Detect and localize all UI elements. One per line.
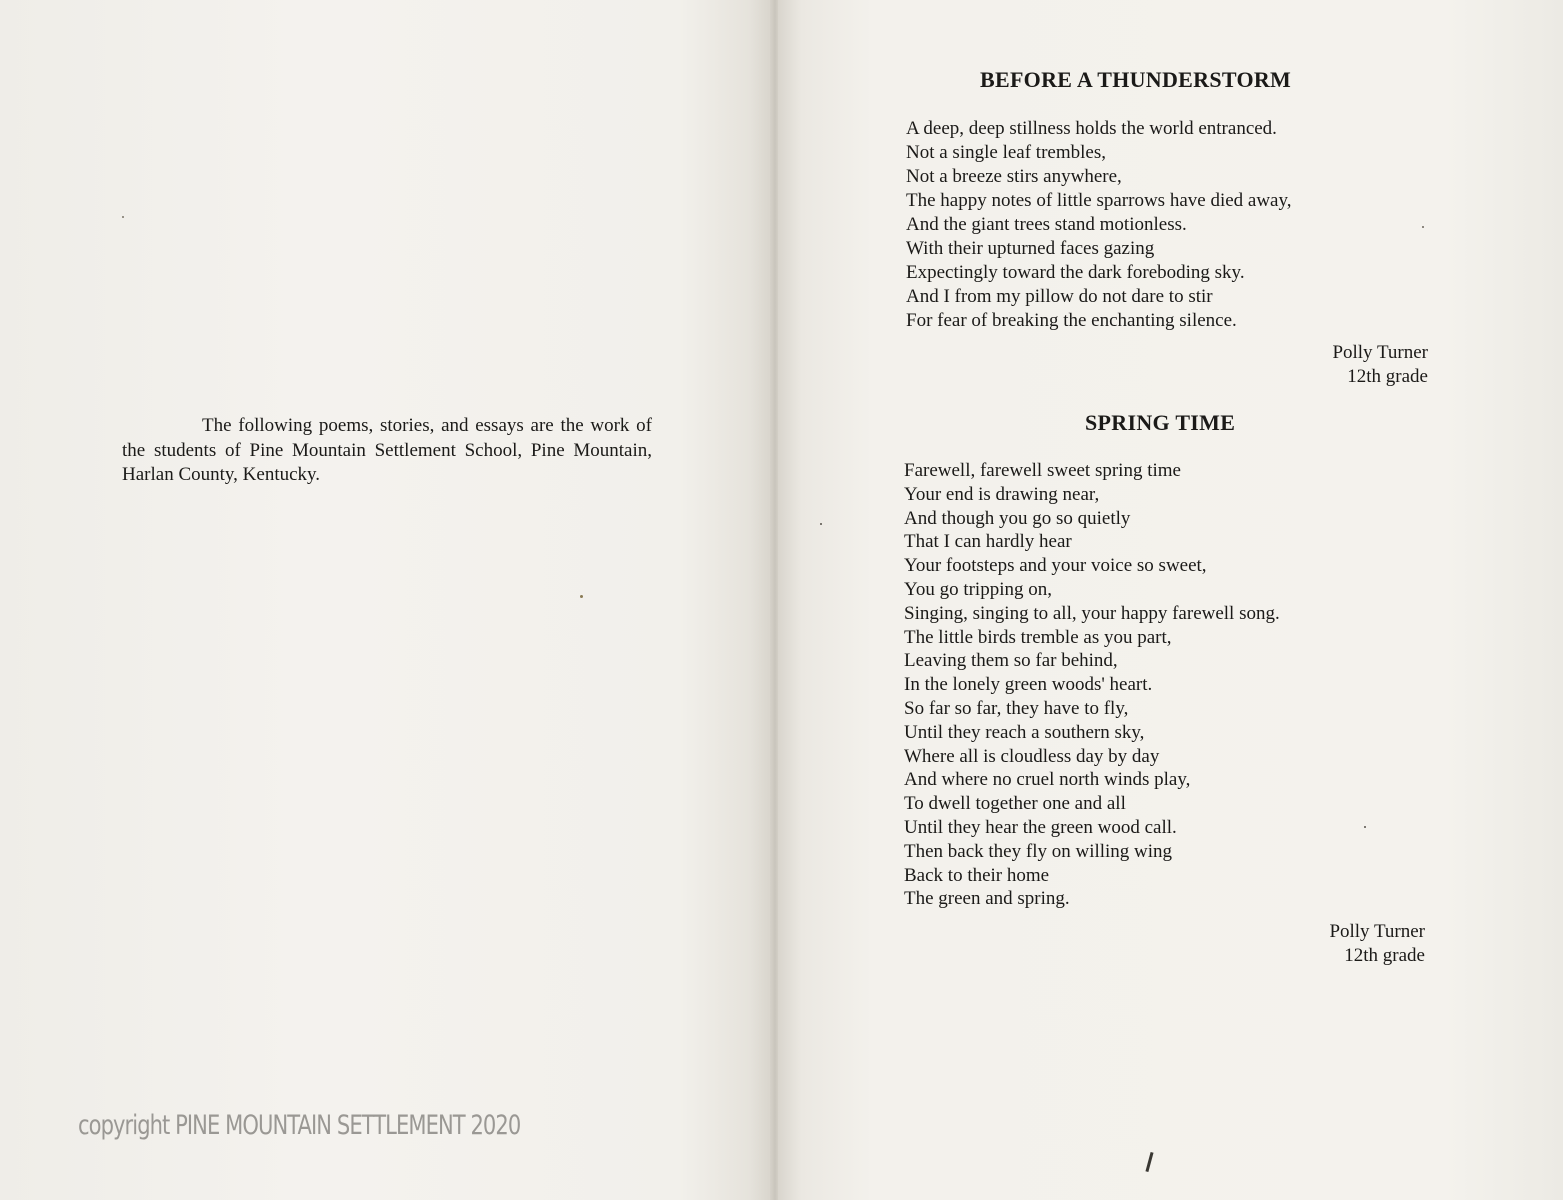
poem-line: Then back they fly on willing wing (904, 840, 1173, 862)
poem-line: Your end is drawing near, (904, 483, 1100, 505)
poem-line: Expectingly toward the dark foreboding sky. (906, 262, 1245, 283)
poem-line: And the giant trees stand motionless. (906, 214, 1187, 235)
poem-line: Where all is cloudless day by day (904, 745, 1160, 767)
poem-line: To dwell together one and all (904, 793, 1126, 815)
poem-line: A deep, deep stillness holds the world entranced. (906, 118, 1277, 139)
poem-line: With their upturned faces gazing (906, 238, 1155, 259)
author-grade: 12th grade (1344, 945, 1425, 966)
copyright-watermark: copyright PINE MOUNTAIN SETTLEMENT 2020 (78, 1110, 521, 1141)
paper-speck (122, 216, 124, 218)
author-grade: 12th grade (1347, 366, 1428, 387)
poem-line: Your footsteps and your voice so sweet, (904, 555, 1207, 577)
poem-line: Back to their home (904, 864, 1050, 886)
poem-line: The little birds tremble as you part, (904, 626, 1172, 648)
poem-credit-thunderstorm (1332, 341, 1428, 389)
poem-line: In the lonely green woods' heart. (904, 674, 1153, 696)
poem-line: Until they reach a southern sky, (904, 721, 1145, 743)
intro-paragraph: The following poems, stories, and essays are the work of the students of Pine Mountain Settlement School, Pine Mountain, Harlan County, Kentucky. (122, 415, 652, 485)
poem-line: Singing, singing to all, your happy farewell song. (904, 602, 1280, 624)
poem-line: Until they hear the green wood call. (904, 816, 1177, 838)
poem-line: And though you go so quietly (904, 507, 1131, 529)
poem-line: And where no cruel north winds play, (904, 769, 1191, 791)
left-page (0, 0, 772, 1200)
poem-line: Farewell, farewell sweet spring time (904, 460, 1181, 481)
poem-line: Leaving them so far behind, (904, 650, 1118, 672)
poem-spring-time (904, 459, 1280, 911)
poem-line: The happy notes of little sparrows have died away, (906, 190, 1292, 211)
poem-line: Not a single leaf trembles, (906, 142, 1106, 163)
paper-speck (580, 595, 583, 598)
paper-speck (820, 523, 822, 525)
paper-speck (1364, 826, 1366, 828)
poem-line: The green and spring. (904, 888, 1070, 910)
poem-line: So far so far, they have to fly, (904, 697, 1129, 719)
author-name: Polly Turner (1332, 342, 1428, 363)
poem-line: Not a breeze stirs anywhere, (906, 166, 1122, 187)
paper-speck (1422, 226, 1424, 228)
poem-title-spring-time: SPRING TIME (1085, 410, 1236, 435)
poem-line: That I can hardly hear (904, 531, 1072, 553)
poem-title-thunderstorm: BEFORE A THUNDERSTORM (980, 67, 1292, 92)
poem-thunderstorm (906, 117, 1292, 333)
poem-line: And I from my pillow do not dare to stir (906, 286, 1213, 307)
author-name: Polly Turner (1329, 921, 1425, 942)
poem-line: For fear of breaking the enchanting silence. (906, 310, 1237, 331)
poem-line: You go tripping on, (904, 578, 1052, 600)
poem-credit-spring-time (1329, 920, 1425, 968)
